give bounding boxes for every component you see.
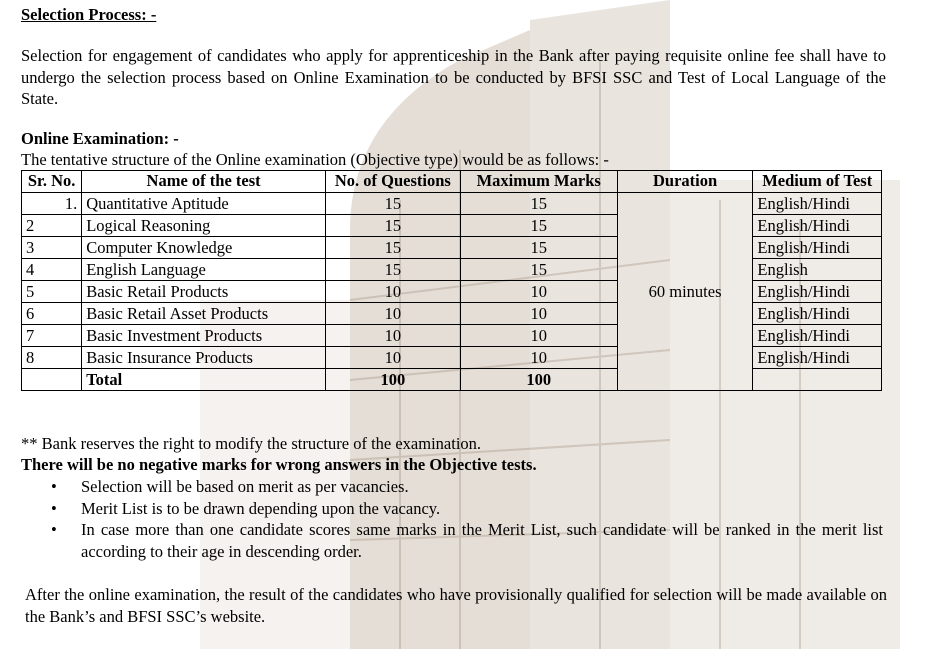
row-test-name: Basic Insurance Products <box>82 346 326 368</box>
table-header-row <box>22 171 882 193</box>
row-questions: 15 <box>326 258 461 280</box>
header-duration: Duration <box>617 171 753 193</box>
closing-paragraph: After the online examination, the result of the candidates who have provisionally qualified for selection will be made available on the Bank’s and BFSI SSC’s website. <box>25 585 887 626</box>
structure-note: ** Bank reserves the right to modify the structure of the examination. <box>21 434 482 453</box>
row-sr: 1. <box>22 192 82 214</box>
row-test-name: Quantitative Aptitude <box>82 192 326 214</box>
row-sr: 2 <box>22 214 82 236</box>
row-test-name: Basic Retail Asset Products <box>82 302 326 324</box>
total-sr-empty <box>22 368 82 390</box>
header-test-name: Name of the test <box>82 171 326 193</box>
header-questions: No. of Questions <box>326 171 461 193</box>
total-questions: 100 <box>326 368 461 390</box>
row-sr: 3 <box>22 236 82 258</box>
row-questions: 10 <box>326 280 461 302</box>
section-heading: Selection Process: - <box>21 5 157 24</box>
list-item <box>21 498 883 520</box>
table-row <box>22 236 882 258</box>
row-medium: English <box>753 258 882 280</box>
row-questions: 15 <box>326 214 461 236</box>
row-questions: 10 <box>326 346 461 368</box>
bullet-icon: • <box>51 520 57 540</box>
bullet-text: Selection will be based on merit as per vacancies. <box>81 477 409 496</box>
row-sr: 5 <box>22 280 82 302</box>
online-exam-heading: Online Examination: - <box>21 129 179 148</box>
selection-bullets <box>21 476 883 563</box>
table-row <box>22 324 882 346</box>
row-questions: 15 <box>326 236 461 258</box>
row-sr: 7 <box>22 324 82 346</box>
row-medium: English/Hindi <box>753 214 882 236</box>
duration-cell: 60 minutes <box>617 192 753 390</box>
negative-marks-notice: There will be no negative marks for wrong answers in the Objective tests. <box>21 455 537 474</box>
bullet-text: Merit List is to be drawn depending upon the vacancy. <box>81 498 441 518</box>
row-medium: English/Hindi <box>753 346 882 368</box>
row-questions: 15 <box>326 192 461 214</box>
row-test-name: Logical Reasoning <box>82 214 326 236</box>
row-marks: 10 <box>460 280 617 302</box>
bullet-text: In case more than one candidate scores same marks in the Merit List, such candidate will be ranked in the merit list according to their age in descending order. <box>81 520 883 562</box>
intro-paragraph: Selection for engagement of candidates who apply for apprenticeship in the Bank after paying requisite online fee shall have to undergo the selection process based on Online Examination to be conducted by BFSI SSC and Test of Local Language of the State. <box>21 46 886 109</box>
row-medium: English/Hindi <box>753 302 882 324</box>
row-medium: English/Hindi <box>753 280 882 302</box>
row-marks: 15 <box>460 236 617 258</box>
bullet-icon: • <box>51 477 57 496</box>
table-row <box>22 192 882 214</box>
header-sr-no: Sr. No. <box>22 171 82 193</box>
table-row <box>22 302 882 324</box>
list-item <box>21 476 883 498</box>
list-item <box>21 519 883 562</box>
exam-structure-table <box>21 170 882 391</box>
total-medium-empty <box>753 368 882 390</box>
row-test-name: Computer Knowledge <box>82 236 326 258</box>
row-questions: 10 <box>326 302 461 324</box>
row-medium: English/Hindi <box>753 192 882 214</box>
row-marks: 10 <box>460 346 617 368</box>
row-sr: 4 <box>22 258 82 280</box>
row-marks: 10 <box>460 324 617 346</box>
table-row <box>22 346 882 368</box>
bullet-icon: • <box>51 498 57 518</box>
table-row <box>22 280 882 302</box>
row-questions: 10 <box>326 324 461 346</box>
total-label: Total <box>82 368 326 390</box>
total-marks: 100 <box>460 368 617 390</box>
row-test-name: Basic Retail Products <box>82 280 326 302</box>
table-row <box>22 258 882 280</box>
row-sr: 6 <box>22 302 82 324</box>
row-medium: English/Hindi <box>753 324 882 346</box>
row-sr: 8 <box>22 346 82 368</box>
row-medium: English/Hindi <box>753 236 882 258</box>
row-marks: 15 <box>460 192 617 214</box>
row-test-name: Basic Investment Products <box>82 324 326 346</box>
header-medium: Medium of Test <box>753 171 882 193</box>
header-marks: Maximum Marks <box>460 171 617 193</box>
online-exam-description: The tentative structure of the Online examination (Objective type) would be as follows: - <box>21 150 609 169</box>
row-marks: 10 <box>460 302 617 324</box>
row-marks: 15 <box>460 214 617 236</box>
table-row <box>22 214 882 236</box>
row-marks: 15 <box>460 258 617 280</box>
row-test-name: English Language <box>82 258 326 280</box>
table-total-row <box>22 368 882 390</box>
